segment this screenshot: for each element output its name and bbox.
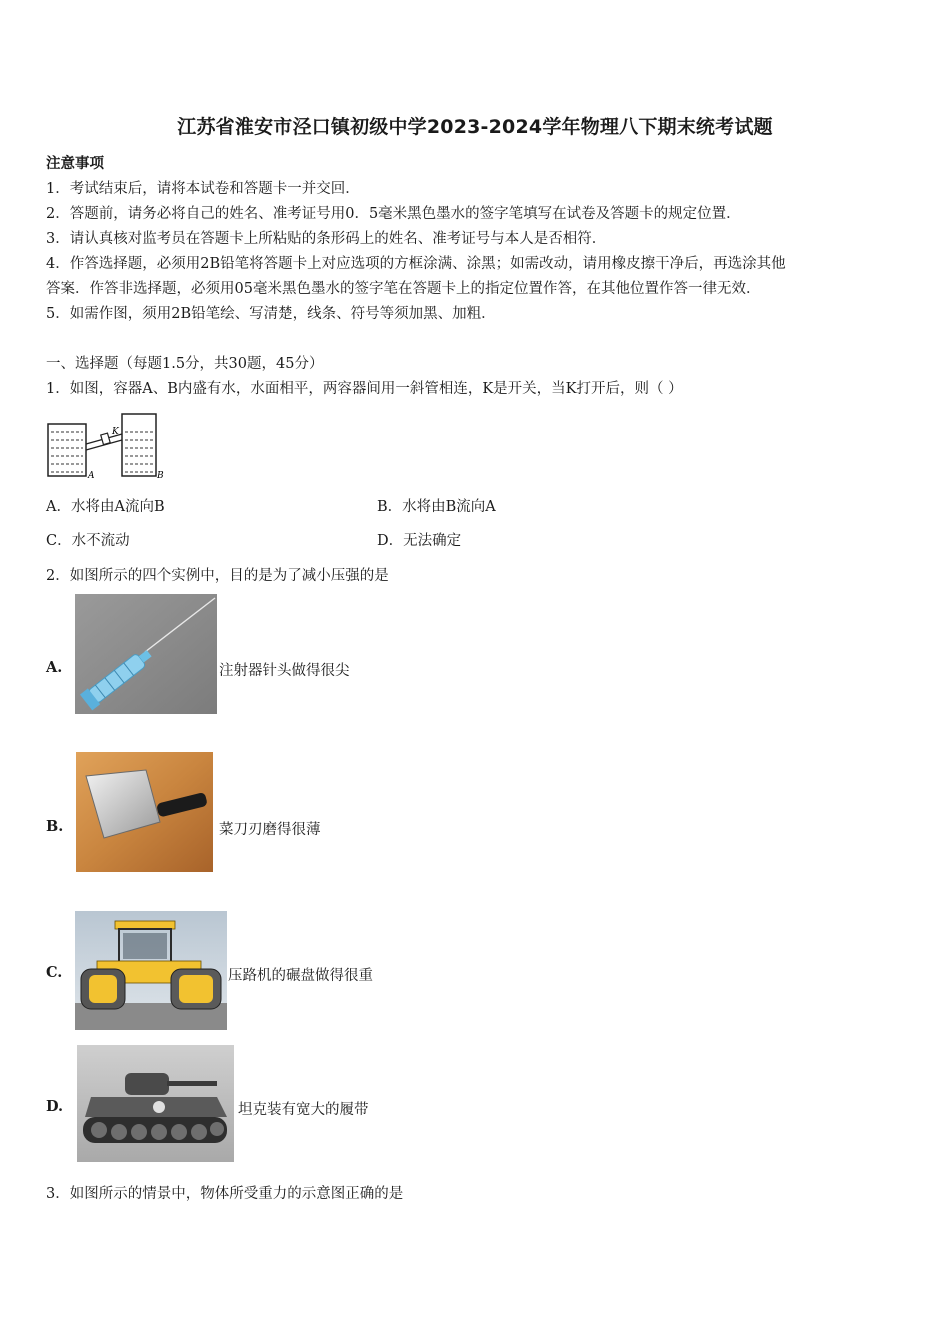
label-a: A <box>88 471 95 481</box>
q2-option-d-text: 坦克装有宽大的履带 <box>238 1102 369 1118</box>
notice-item: 5．如需作图，须用2B铅笔绘、写清楚，线条、符号等须加黑、加粗． <box>46 306 496 322</box>
notice-item: 3．请认真核对监考员在答题卡上所粘贴的条形码上的姓名、准考证号与本人是否相符． <box>46 231 607 247</box>
notice-item: 1．考试结束后，请将本试卷和答题卡一并交回． <box>46 181 360 197</box>
cleaver-image <box>76 752 213 872</box>
q2-option-b-text: 菜刀刃磨得很薄 <box>219 822 321 838</box>
q2-option-c-text: 压路机的碾盘做得很重 <box>228 968 373 984</box>
label-k: K <box>112 427 119 437</box>
question-1-stem: 1．如图，容器A、B内盛有水，水面相平，两容器间用一斜管相连，K是开关，当K打开后，则（ ） <box>46 381 683 397</box>
section-heading: 一、选择题（每题1.5分，共30题，45分） <box>46 356 324 372</box>
label-b: B <box>157 471 164 481</box>
q2-option-a-text: 注射器针头做得很尖 <box>219 663 350 679</box>
question-2-stem: 2．如图所示的四个实例中，目的是为了减小压强的是 <box>46 568 389 584</box>
q1-option-d: D．无法确定 <box>377 533 462 549</box>
tank-image <box>77 1045 234 1162</box>
q2-option-b-label: B. <box>46 818 64 835</box>
notice-heading: 注意事项 <box>46 155 104 172</box>
notice-item: 答案．作答非选择题，必须用05毫米黑色墨水的签字笔在答题卡上的指定位置作答，在其他位置作答一律无效． <box>46 281 761 297</box>
page-title: 江苏省淮安市泾口镇初级中学2023-2024学年物理八下期末统考试题 <box>177 116 773 138</box>
q2-option-a-label: A. <box>46 659 63 676</box>
q1-option-a: A．水将由A流向B <box>46 499 165 515</box>
q2-option-c-label: C. <box>46 964 63 981</box>
q2-option-d-label: D. <box>46 1098 64 1115</box>
question-3-stem: 3．如图所示的情景中，物体所受重力的示意图正确的是 <box>46 1186 404 1202</box>
notice-item: 4．作答选择题，必须用2B铅笔将答题卡上对应选项的方框涂满、涂黑；如需改动，请用橡皮擦干净后，再选涂其他 <box>46 256 786 272</box>
q1-option-c: C．水不流动 <box>46 533 130 549</box>
road-roller-image <box>75 911 227 1030</box>
connected-containers-figure <box>46 410 166 482</box>
syringe-image <box>75 594 217 714</box>
notice-item: 2．答题前，请务必将自己的姓名、准考证号用0．5毫米黑色墨水的签字笔填写在试卷及答题卡的规定位置． <box>46 206 741 222</box>
q1-option-b: B．水将由B流向A <box>377 499 496 515</box>
